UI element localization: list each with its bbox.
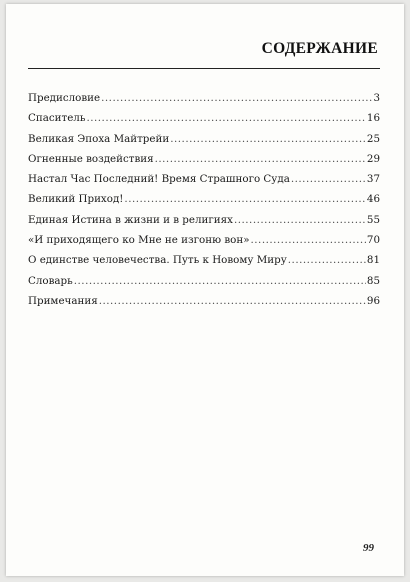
toc-entry[interactable] xyxy=(28,295,380,315)
toc-entry-title: Огненные воздействия xyxy=(28,152,154,165)
toc-leader-dots xyxy=(251,234,366,246)
toc-entry-title: Настал Час Последний! Время Страшного Суда xyxy=(28,173,290,186)
toc-leader-dots xyxy=(74,275,366,287)
toc-leader-dots xyxy=(291,173,366,185)
toc-entry-page: 25 xyxy=(366,132,380,145)
toc-entry-title: Словарь xyxy=(28,274,73,287)
toc-entry-title: Единая Истина в жизни и в религиях xyxy=(28,213,233,226)
title-divider xyxy=(28,68,380,69)
page-number: 99 xyxy=(363,542,374,554)
toc-entry[interactable] xyxy=(28,234,380,254)
toc-entry[interactable] xyxy=(28,275,380,295)
toc-entry[interactable] xyxy=(28,173,380,193)
page-title: СОДЕРЖАНИЕ xyxy=(261,40,378,57)
toc-leader-dots xyxy=(234,214,366,226)
toc-leader-dots xyxy=(155,153,366,165)
toc-entry[interactable] xyxy=(28,133,380,153)
toc-entry-page: 70 xyxy=(366,234,380,247)
toc-entry-page: 55 xyxy=(366,213,380,226)
toc-entry[interactable] xyxy=(28,254,380,274)
toc-entry-page: 85 xyxy=(366,274,380,287)
toc-entry-title: Великая Эпоха Майтрейи xyxy=(28,132,170,145)
toc-entry-title: О единстве человечества. Путь к Новому Миру xyxy=(28,254,287,267)
toc-leader-dots xyxy=(124,193,365,205)
table-of-contents xyxy=(28,92,380,315)
toc-entry[interactable] xyxy=(28,112,380,132)
toc-entry-page: 16 xyxy=(366,112,380,125)
toc-entry-page: 46 xyxy=(366,193,380,206)
toc-entry-title: Спаситель xyxy=(28,112,86,125)
toc-entry-title: Великий Приход! xyxy=(28,193,124,206)
toc-leader-dots xyxy=(99,295,366,307)
book-page xyxy=(6,4,404,576)
toc-entry-page: 96 xyxy=(366,294,380,307)
toc-entry[interactable] xyxy=(28,92,380,112)
toc-leader-dots xyxy=(288,254,366,266)
toc-entry-page: 3 xyxy=(373,92,380,104)
toc-entry-title: «И приходящего ко Мне не изгоню вон» xyxy=(28,234,250,247)
toc-entry[interactable] xyxy=(28,214,380,234)
toc-entry-page: 37 xyxy=(366,173,380,186)
toc-entry-page: 29 xyxy=(366,152,380,165)
toc-leader-dots xyxy=(101,92,372,104)
toc-leader-dots xyxy=(86,112,365,124)
toc-entry-title: Предисловие xyxy=(28,92,101,104)
toc-entry-page: 81 xyxy=(366,254,380,267)
toc-entry[interactable] xyxy=(28,153,380,173)
toc-entry-title: Примечания xyxy=(28,294,98,307)
toc-leader-dots xyxy=(170,133,366,145)
toc-entry[interactable] xyxy=(28,193,380,213)
